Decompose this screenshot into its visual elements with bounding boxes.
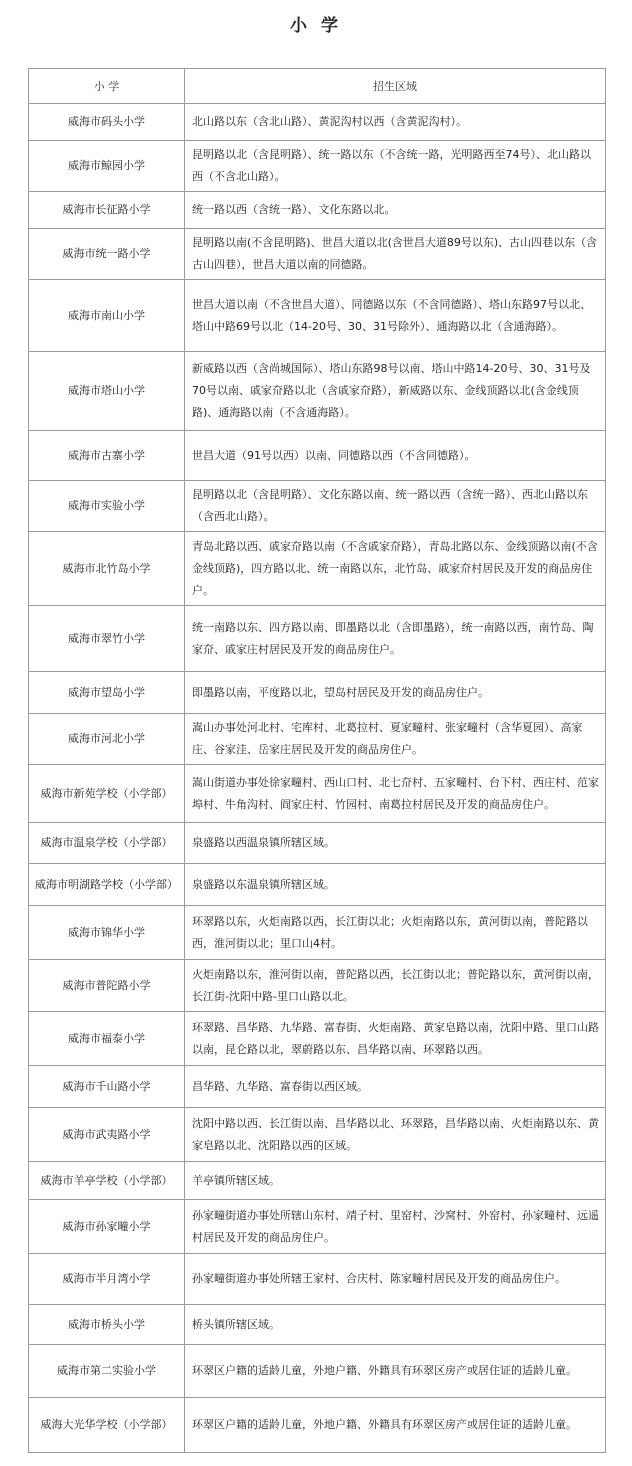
enrollment-area-cell: 北山路以东（含北山路）、黄泥沟村以西（含黄泥沟村）。: [185, 104, 606, 141]
table-row: [29, 765, 606, 823]
table-row: [29, 229, 606, 280]
enrollment-area-cell: 昆明路以北（含昆明路）、统一路以东（不含统一路，光明路西至74号）、北山路以西（不含北山路）。: [185, 141, 606, 192]
enrollment-area-cell: 昆明路以南(不含昆明路)、世昌大道以北(含世昌大道89号以东)、古山四巷以东（含古山四巷），世昌大道以南的同德路。: [185, 229, 606, 280]
enrollment-area-cell: 嵩山街道办事处徐家疃村、西山口村、北七夼村、五家疃村、台下村、西庄村、范家埠村、牛角沟村、阎家庄村、竹园村、南葛拉村居民及开发的商品房住户。: [185, 765, 606, 823]
school-name-cell: 威海市翠竹小学: [29, 606, 185, 672]
table-row: [29, 1012, 606, 1066]
table-row: [29, 431, 606, 481]
enrollment-area-cell: 新威路以西（含尚城国际）、塔山东路98号以南、塔山中路14-20号、30、31号及70号以南、戚家夼路以北（含戚家夼路），新威路以东、金线顶路以北(含金线顶路)、通海路以南（不含通海路）。: [185, 352, 606, 431]
table-header-row: [29, 69, 606, 104]
school-name-cell: 威海市统一路小学: [29, 229, 185, 280]
school-name-cell: 威海市新苑学校（小学部）: [29, 765, 185, 823]
table-row: [29, 532, 606, 606]
table-row: [29, 606, 606, 672]
table-row: [29, 960, 606, 1012]
table-row: [29, 906, 606, 960]
table-row: [29, 141, 606, 192]
table-row: [29, 714, 606, 765]
enrollment-area-cell: 孙家疃街道办事处所辖山东村、靖子村、里窑村、沙窝村、外窑村、孙家疃村、远遥村居民及开发的商品房住户。: [185, 1200, 606, 1254]
table-row: [29, 1066, 606, 1108]
table-row: [29, 1108, 606, 1162]
enrollment-area-cell: 昆明路以北（含昆明路）、文化东路以南、统一路以西（含统一路）、西北山路以东（含西北山路）。: [185, 481, 606, 532]
enrollment-area-cell: 统一南路以东、四方路以南、即墨路以北（含即墨路），统一南路以西，南竹岛、陶家夼、戚家庄村居民及开发的商品房住户。: [185, 606, 606, 672]
enrollment-area-cell: 泉盛路以西温泉镇所辖区域。: [185, 823, 606, 864]
enrollment-area-cell: 昌华路、九华路、富春街以西区域。: [185, 1066, 606, 1108]
enrollment-area-cell: 羊亭镇所辖区域。: [185, 1162, 606, 1200]
table-row: [29, 481, 606, 532]
school-name-cell: 威海市长征路小学: [29, 192, 185, 229]
school-name-cell: 威海市码头小学: [29, 104, 185, 141]
enrollment-area-cell: 环翠区户籍的适龄儿童，外地户籍、外籍具有环翠区房产或居住证的适龄儿童。: [185, 1345, 606, 1398]
school-name-cell: 威海市明湖路学校（小学部）: [29, 864, 185, 906]
enrollment-area-cell: 青岛北路以西、戚家夼路以南（不含戚家夼路），青岛北路以东、金线顶路以南(不含金线顶路)，四方路以北、统一南路以东，北竹岛、戚家夼村居民及开发的商品房住户。: [185, 532, 606, 606]
school-name-cell: 威海市锦华小学: [29, 906, 185, 960]
school-name-cell: 威海市北竹岛小学: [29, 532, 185, 606]
school-name-cell: 威海市武夷路小学: [29, 1108, 185, 1162]
school-name-cell: 威海市千山路小学: [29, 1066, 185, 1108]
school-name-cell: 威海市普陀路小学: [29, 960, 185, 1012]
page-title: 小 学: [290, 16, 342, 36]
enrollment-area-cell: 火炬南路以东，淮河街以南，普陀路以西，长江街以北；普陀路以东，黄河街以南，长江街-沈阳中路-里口山路以北。: [185, 960, 606, 1012]
school-name-cell: 威海市温泉学校（小学部）: [29, 823, 185, 864]
school-name-cell: 威海市福泰小学: [29, 1012, 185, 1066]
enrollment-area-cell: 环翠区户籍的适龄儿童，外地户籍、外籍具有环翠区房产或居住证的适龄儿童。: [185, 1398, 606, 1453]
table-row: [29, 1200, 606, 1254]
enrollment-area-cell: 孙家疃街道办事处所辖王家村、合庆村、陈家疃村居民及开发的商品房住户。: [185, 1254, 606, 1305]
enrollment-zone-table: [28, 68, 606, 1453]
table-row: [29, 1398, 606, 1453]
enrollment-area-cell: 即墨路以南，平度路以北，望岛村居民及开发的商品房住户。: [185, 672, 606, 714]
table-row: [29, 1162, 606, 1200]
table-row: [29, 1345, 606, 1398]
enrollment-area-cell: 世昌大道以南（不含世昌大道）、同德路以东（不含同德路）、塔山东路97号以北、塔山中路69号以北（14-20号、30、31号除外）、通海路以北（含通海路）。: [185, 280, 606, 352]
table-row: [29, 280, 606, 352]
enrollment-area-cell: 沈阳中路以西、长江街以南、昌华路以北、环翠路，昌华路以南、火炬南路以东、黄家皂路以北、沈阳路以西的区域。: [185, 1108, 606, 1162]
school-name-cell: 威海市鲸园小学: [29, 141, 185, 192]
table-row: [29, 192, 606, 229]
enrollment-area-cell: 环翠路以东，火炬南路以西，长江街以北；火炬南路以东，黄河街以南，普陀路以西，淮河街以北；里口山4村。: [185, 906, 606, 960]
table-row: [29, 1254, 606, 1305]
school-name-cell: 威海大光华学校（小学部）: [29, 1398, 185, 1453]
school-name-cell: 威海市塔山小学: [29, 352, 185, 431]
header-area: 招生区域: [185, 69, 606, 104]
table-row: [29, 104, 606, 141]
school-name-cell: 威海市南山小学: [29, 280, 185, 352]
table-row: [29, 672, 606, 714]
enrollment-area-cell: 环翠路、昌华路、九华路、富春街、火炬南路、黄家皂路以南，沈阳中路、里口山路以南，昆仑路以北，翠蔚路以东、昌华路以南、环翠路以西。: [185, 1012, 606, 1066]
enrollment-area-cell: 世昌大道（91号以西）以南、同德路以西（不含同德路）。: [185, 431, 606, 481]
header-school: 小 学: [29, 69, 185, 104]
school-name-cell: 威海市河北小学: [29, 714, 185, 765]
school-name-cell: 威海市孙家疃小学: [29, 1200, 185, 1254]
school-name-cell: 威海市望岛小学: [29, 672, 185, 714]
school-name-cell: 威海市古寨小学: [29, 431, 185, 481]
school-name-cell: 威海市第二实验小学: [29, 1345, 185, 1398]
school-name-cell: 威海市桥头小学: [29, 1305, 185, 1345]
school-name-cell: 威海市半月湾小学: [29, 1254, 185, 1305]
table-body: [29, 104, 606, 1453]
enrollment-area-cell: 桥头镇所辖区域。: [185, 1305, 606, 1345]
school-name-cell: 威海市实验小学: [29, 481, 185, 532]
school-name-cell: 威海市羊亭学校（小学部）: [29, 1162, 185, 1200]
table-row: [29, 352, 606, 431]
table-row: [29, 864, 606, 906]
enrollment-area-cell: 嵩山办事处河北村、宅库村、北葛拉村、夏家疃村、张家疃村（含华夏园）、高家庄、谷家洼、岳家庄居民及开发的商品房住户。: [185, 714, 606, 765]
table-row: [29, 823, 606, 864]
enrollment-area-cell: 统一路以西（含统一路）、文化东路以北。: [185, 192, 606, 229]
table-row: [29, 1305, 606, 1345]
enrollment-area-cell: 泉盛路以东温泉镇所辖区域。: [185, 864, 606, 906]
